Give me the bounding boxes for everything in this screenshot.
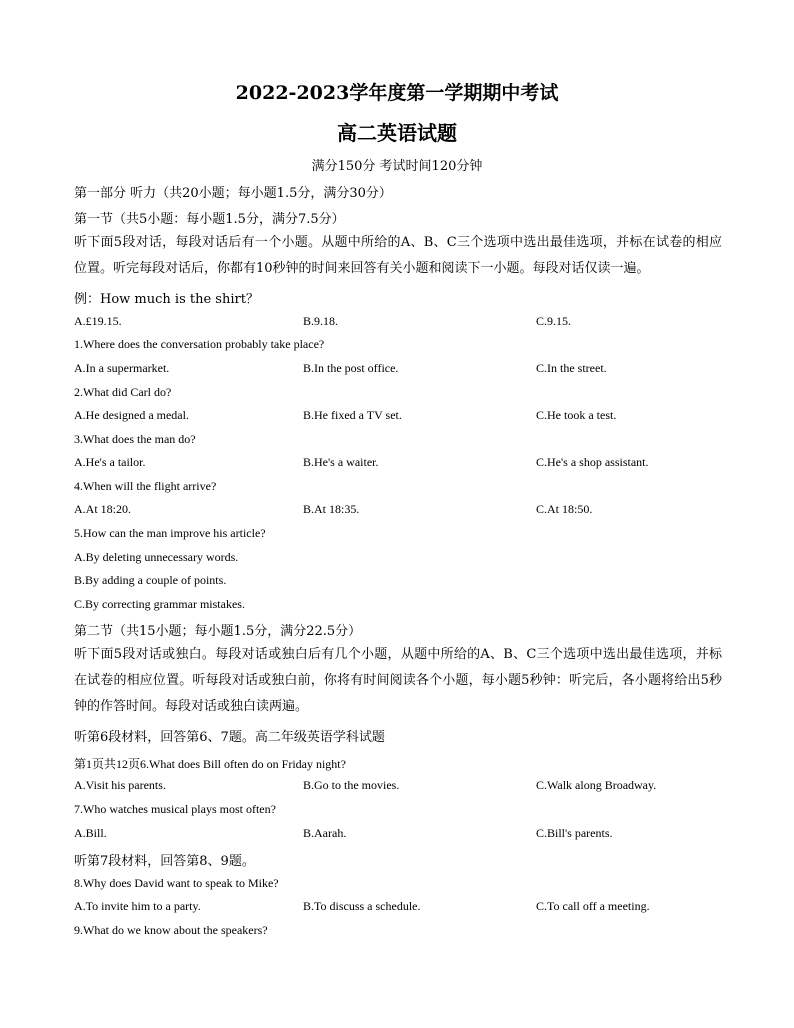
q7-option-b: B.Aarah. [303, 826, 347, 840]
question-6: 第1页共12页6.What does Bill often do on Friday night? [74, 757, 346, 771]
exam-info: 满分150分 考试时间120分钟 [311, 159, 483, 174]
section1-instructions: 听下面5段对话，每段对话后有一个小题。从题中所给的A、B、C三个选项中选出最佳选项，并标在试卷的相应位置。听完每段对话后，你都有10秒钟的时间来回答有关小题和阅读下一小题。每段对话仅读一遍。 [74, 235, 722, 276]
section2-instructions: 听下面5段对话或独白。每段对话或独白后有几个小题，从题中所给的A、B、C三个选项中选出最佳选项，并标在试卷的相应位置。听每段对话或独白前，你将有时间阅读各个小题，每小题5秒钟：听完后，各小题将给出5秒钟的作答时间。每段对话或独白读两遍。 [74, 647, 722, 714]
exam-subtitle: 高二英语试题 [337, 121, 457, 145]
q4-option-a: A.At 18:20. [74, 502, 131, 516]
material-6-heading: 听第6段材料，回答第6、7题。高二年级英语学科试题 [74, 730, 385, 745]
q5-option-b: B.By adding a couple of points. [74, 573, 227, 587]
q4-option-c: C.At 18:50. [536, 502, 593, 516]
section1-heading: 第一节（共5小题：每小题1.5分，满分7.5分） [74, 212, 345, 227]
q1-option-b: B.In the post office. [303, 361, 399, 375]
q3-option-b: B.He's a waiter. [303, 455, 379, 469]
exam-title: 2022-2023学年度第一学期期中考试 [235, 82, 559, 104]
q3-option-a: A.He's a tailor. [74, 455, 146, 469]
q6-option-b: B.Go to the movies. [303, 778, 400, 792]
example-question: 例：How much is the shirt？ [74, 292, 259, 307]
q8-option-b: B.To discuss a schedule. [303, 899, 421, 913]
q8-option-c: C.To call off a meeting. [536, 899, 650, 913]
question-7: 7.Who watches musical plays most often? [74, 802, 276, 816]
section2-heading: 第二节（共15小题；每小题1.5分，满分22.5分） [74, 624, 362, 639]
question-1: 1.Where does the conversation probably take place? [74, 337, 325, 351]
material-7-heading: 听第7段材料，回答第8、9题。 [74, 854, 255, 869]
q6-option-c: C.Walk along Broadway. [536, 778, 657, 792]
example-option-b: B.9.18. [303, 314, 339, 328]
q6-option-a: A.Visit his parents. [74, 778, 166, 792]
q2-option-b: B.He fixed a TV set. [303, 408, 402, 422]
question-3: 3.What does the man do? [74, 432, 196, 446]
example-option-c: C.9.15. [536, 314, 572, 328]
q3-option-c: C.He's a shop assistant. [536, 455, 649, 469]
question-9: 9.What do we know about the speakers? [74, 923, 268, 937]
q5-option-a: A.By deleting unnecessary words. [74, 550, 239, 564]
question-2: 2.What did Carl do? [74, 385, 172, 399]
question-4: 4.When will the flight arrive? [74, 479, 217, 493]
q2-option-a: A.He designed a medal. [74, 408, 189, 422]
q1-option-a: A.In a supermarket. [74, 361, 170, 375]
question-5: 5.How can the man improve his article? [74, 526, 266, 540]
question-8: 8.Why does David want to speak to Mike? [74, 876, 279, 890]
example-option-a: A.£19.15. [74, 314, 122, 328]
q4-option-b: B.At 18:35. [303, 502, 360, 516]
q5-option-c: C.By correcting grammar mistakes. [74, 597, 245, 611]
q7-option-c: C.Bill's parents. [536, 826, 613, 840]
q7-option-a: A.Bill. [74, 826, 107, 840]
q2-option-c: C.He took a test. [536, 408, 617, 422]
part1-heading: 第一部分 听力（共20小题；每小题1.5分，满分30分） [74, 186, 392, 201]
q8-option-a: A.To invite him to a party. [74, 899, 201, 913]
q1-option-c: C.In the street. [536, 361, 607, 375]
